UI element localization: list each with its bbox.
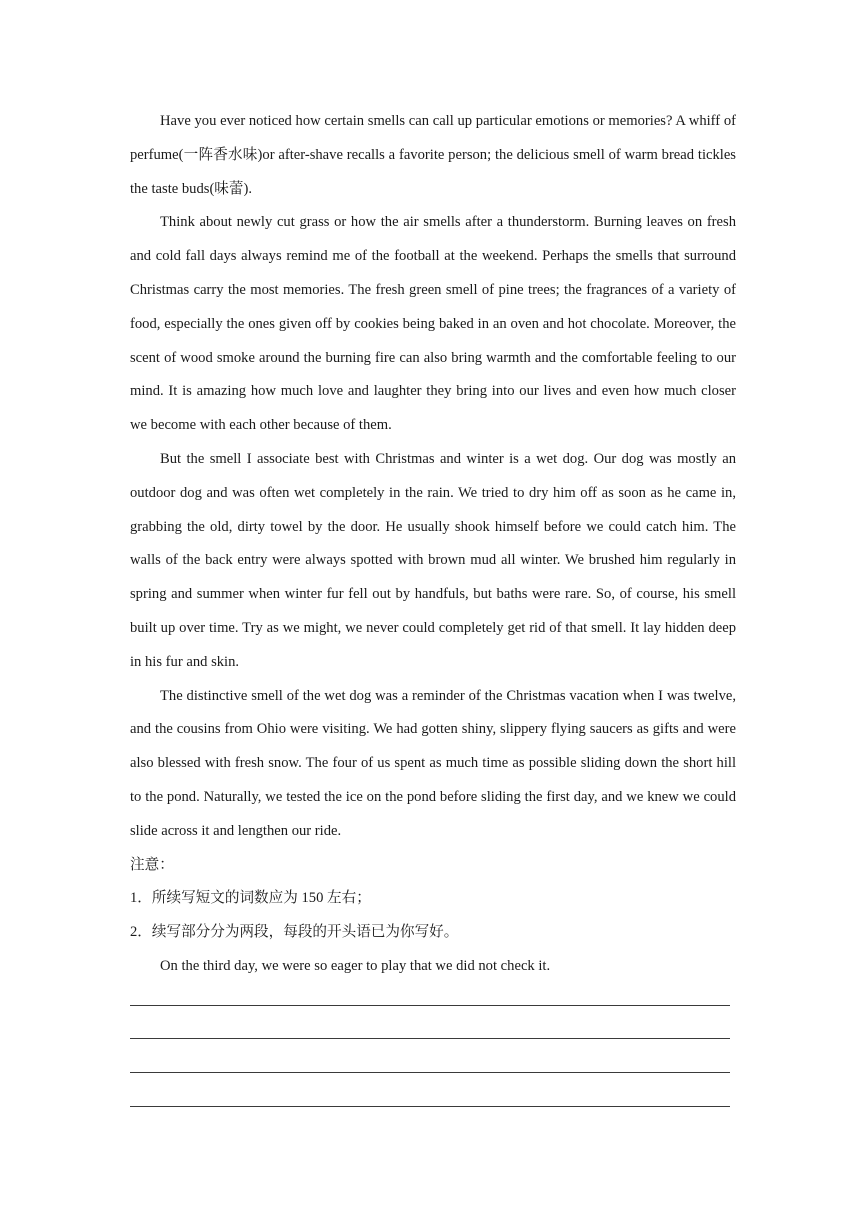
note-item-1: 1．所续写短文的词数应为 150 左右； bbox=[130, 890, 371, 907]
worksheet-page bbox=[130, 105, 736, 1123]
passage-paragraph-2: Think about newly cut grass or how the air smells after a thunderstorm. Burning leaves on fresh and cold fall days always remind me of the football at the weekend. Perhaps the smells that surround Christmas carry the most memories. The fresh green smell of pine trees; the fragrances of a variety of food, especially the ones given off by cookies being baked in an oven and hot chocolate. Moreover, the scent of wood smoke around the burning fire can also bring warmth and the comfortable feeling to our mind. It is amazing how much love and laughter they bring into our lives and even how much closer we become with each other because of them. bbox=[130, 214, 736, 434]
answer-line[interactable] bbox=[130, 1022, 730, 1056]
answer-line[interactable] bbox=[130, 1055, 730, 1089]
answer-line[interactable] bbox=[130, 1089, 730, 1123]
notes-heading: 注意： bbox=[130, 856, 174, 873]
answer-line[interactable] bbox=[130, 988, 730, 1022]
note-item-2: 2．续写部分分为两段，每段的开头语已为你写好。 bbox=[130, 924, 459, 941]
answer-lines bbox=[130, 988, 736, 1123]
continuation-opening-sentence: On the third day, we were so eager to play that we did not check it. bbox=[160, 957, 551, 974]
passage-paragraph-1: Have you ever noticed how certain smells can call up particular emotions or memories? A whiff of perfume(一阵香水味)or after-shave recalls a favorite person; the delicious smell of warm bread tickles the taste buds(味蕾). bbox=[130, 113, 736, 197]
passage-paragraph-4: The distinctive smell of the wet dog was a reminder of the Christmas vacation when I was twelve, and the cousins from Ohio were visiting. We had gotten shiny, slippery flying saucers as gifts and were also blessed with fresh snow. The four of us spent as much time as possible sliding down the short hill to the pond. Naturally, we tested the ice on the pond before sliding the first day, and we knew we could slide across it and lengthen our ride. bbox=[130, 687, 736, 839]
passage-paragraph-3: But the smell I associate best with Christmas and winter is a wet dog. Our dog was mostly an outdoor dog and was often wet completely in the rain. We tried to dry him off as soon as he came in, grabbing the old, dirty towel by the door. He usually shook himself before we could catch him. The walls of the back entry were always spotted with brown mud all winter. We brushed him regularly in spring and summer when winter fur fell out by handfuls, but baths were rare. So, of course, his smell built up over time. Try as we might, we never could completely get rid of that smell. It lay hidden deep in his fur and skin. bbox=[130, 450, 736, 670]
